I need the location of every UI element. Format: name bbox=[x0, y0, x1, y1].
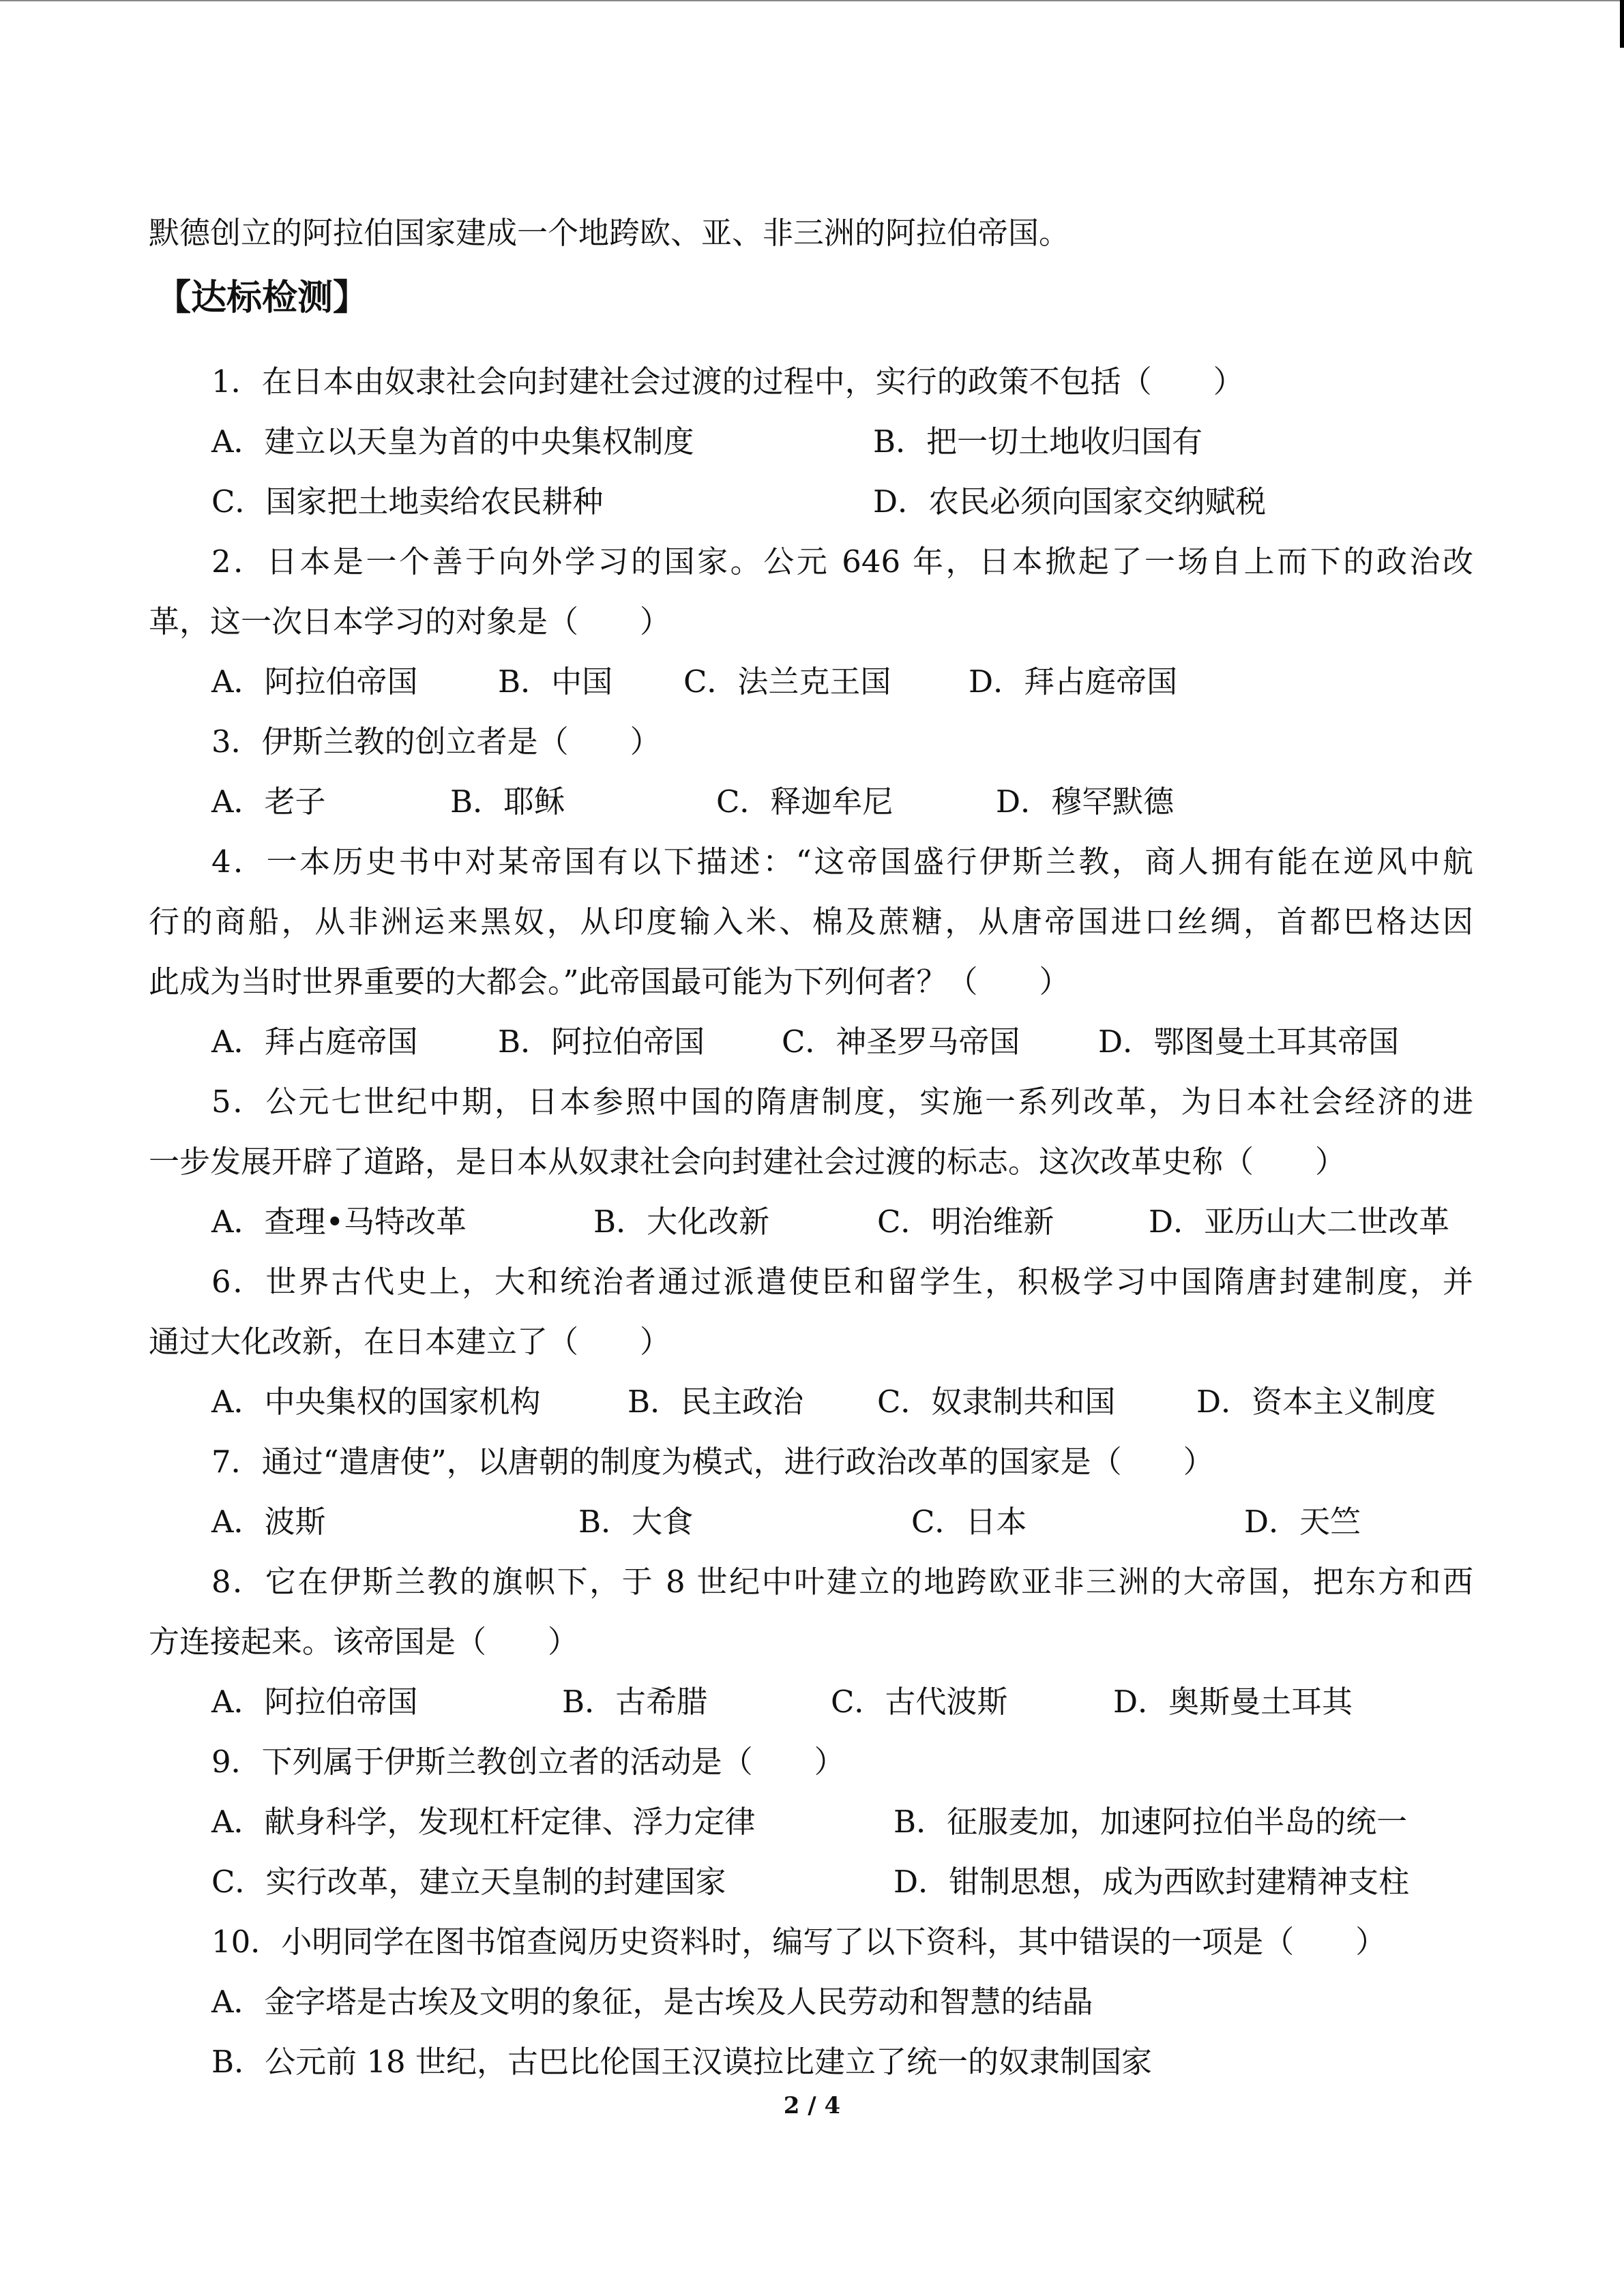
q4-option-b[interactable]: B．阿拉伯帝国 bbox=[498, 1024, 705, 1060]
q8-stem-line2: 方连接起来。该帝国是（ ） bbox=[149, 1624, 579, 1660]
q9-stem: 9．下列属于伊斯兰教创立者的活动是（ ） bbox=[211, 1744, 845, 1780]
q8-option-d[interactable]: D．奥斯曼土耳其 bbox=[1113, 1684, 1353, 1720]
q6-stem-line1: 6．世界古代史上，大和统治者通过派遣使臣和留学生，积极学习中国隋唐封建制度，并 bbox=[211, 1264, 1473, 1300]
q1-option-c[interactable]: C．国家把土地卖给农民耕种 bbox=[211, 483, 604, 520]
q5-stem-line2: 一步发展开辟了道路，是日本从奴隶社会向封建社会过渡的标志。这次改革史称（ ） bbox=[149, 1144, 1346, 1180]
q1-option-a[interactable]: A．建立以天皇为首的中央集权制度 bbox=[211, 423, 694, 460]
q1-options-row1 bbox=[211, 421, 1473, 462]
q2-option-a[interactable]: A．阿拉伯帝国 bbox=[211, 664, 418, 700]
q9-options-row2 bbox=[211, 1862, 1473, 1903]
q5-option-c[interactable]: C．明治维新 bbox=[877, 1204, 1054, 1240]
q2-option-d[interactable]: D．拜占庭帝国 bbox=[969, 664, 1178, 700]
q3-options bbox=[211, 781, 1473, 822]
q4-options bbox=[211, 1022, 1473, 1062]
q3-stem: 3．伊斯兰教的创立者是（ ） bbox=[211, 724, 661, 760]
q6-option-a[interactable]: A．中央集权的国家机构 bbox=[211, 1384, 541, 1420]
q10-option-a[interactable]: A．金字塔是古埃及文明的象征，是古埃及人民劳动和智慧的结晶 bbox=[211, 1984, 1093, 2020]
q7-options bbox=[211, 1502, 1473, 1542]
q4-option-a[interactable]: A．拜占庭帝国 bbox=[211, 1024, 418, 1060]
q7-stem: 7．通过“遣唐使”，以唐朝的制度为模式，进行政治改革的国家是（ ） bbox=[211, 1444, 1214, 1480]
q3-option-a[interactable]: A．老子 bbox=[211, 784, 326, 820]
q10-stem: 10．小明同学在图书馆查阅历史资料时，编写了以下资科，其中错误的一项是（ ） bbox=[211, 1924, 1387, 1960]
q1-option-d[interactable]: D．农民必须向国家交纳赋税 bbox=[873, 483, 1267, 520]
q8-option-b[interactable]: B．古希腊 bbox=[562, 1684, 708, 1720]
q7-option-d[interactable]: D．天竺 bbox=[1244, 1504, 1361, 1540]
q7-option-a[interactable]: A．波斯 bbox=[211, 1504, 326, 1540]
q3-option-d[interactable]: D．穆罕默德 bbox=[996, 784, 1175, 820]
q1-options-row2 bbox=[211, 481, 1473, 522]
q6-stem-line2: 通过大化改新，在日本建立了（ ） bbox=[149, 1324, 671, 1360]
intro-tail: 默德创立的阿拉伯国家建成一个地跨欧、亚、非三洲的阿拉伯帝国。 bbox=[149, 215, 1070, 251]
q2-option-b[interactable]: B．中国 bbox=[498, 664, 613, 700]
q8-option-a[interactable]: A．阿拉伯帝国 bbox=[211, 1684, 418, 1720]
q5-option-b[interactable]: B．大化改新 bbox=[593, 1204, 770, 1240]
q4-option-d[interactable]: D．鄂图曼土耳其帝国 bbox=[1098, 1024, 1400, 1060]
section-heading: 【达标检测】 bbox=[156, 278, 369, 318]
q6-options bbox=[211, 1382, 1473, 1422]
page-corner-mark bbox=[1620, 0, 1624, 48]
q5-options bbox=[211, 1202, 1473, 1242]
page-number: 2 / 4 bbox=[783, 2092, 841, 2119]
q6-option-d[interactable]: D．资本主义制度 bbox=[1196, 1384, 1436, 1420]
q5-stem-line1: 5．公元七世纪中期，日本参照中国的隋唐制度，实施一系列改革，为日本社会经济的进 bbox=[211, 1084, 1473, 1120]
q2-options bbox=[211, 661, 1473, 702]
q4-option-c[interactable]: C．神圣罗马帝国 bbox=[782, 1024, 1020, 1060]
q9-option-d[interactable]: D．钳制思想，成为西欧封建精神支柱 bbox=[894, 1864, 1410, 1900]
q5-option-a[interactable]: A．查理•马特改革 bbox=[211, 1204, 467, 1240]
q8-option-c[interactable]: C．古代波斯 bbox=[831, 1684, 1008, 1720]
q7-option-b[interactable]: B．大食 bbox=[578, 1504, 694, 1540]
q6-option-b[interactable]: B．民主政治 bbox=[628, 1384, 804, 1420]
q7-option-c[interactable]: C．日本 bbox=[911, 1504, 1027, 1540]
q8-options bbox=[211, 1682, 1473, 1723]
q2-stem-line2: 革，这一次日本学习的对象是（ ） bbox=[149, 603, 671, 640]
q3-option-c[interactable]: C．释迦牟尼 bbox=[716, 784, 894, 820]
q5-option-d[interactable]: D．亚历山大二世改革 bbox=[1149, 1204, 1450, 1240]
q2-option-c[interactable]: C．法兰克王国 bbox=[683, 664, 891, 700]
q9-options-row1 bbox=[211, 1802, 1473, 1843]
q10-option-b[interactable]: B．公元前 18 世纪，古巴比伦国王汉谟拉比建立了统一的奴隶制国家 bbox=[211, 2044, 1152, 2080]
q8-stem-line1: 8．它在伊斯兰教的旗帜下，于 8 世纪中叶建立的地跨欧亚非三洲的大帝国，把东方和西 bbox=[211, 1564, 1473, 1600]
q4-stem-line3: 此成为当时世界重要的大都会。”此帝国最可能为下列何者？（ ） bbox=[149, 964, 1070, 1000]
q1-stem: 1．在日本由奴隶社会向封建社会过渡的过程中，实行的政策不包括（ ） bbox=[211, 363, 1244, 400]
q4-stem-line2: 行的商船，从非洲运来黑奴，从印度输入米、棉及蔗糖，从唐帝国进口丝绸，首都巴格达因 bbox=[149, 904, 1473, 940]
q9-option-a[interactable]: A．献身科学，发现杠杆定律、浮力定律 bbox=[211, 1804, 756, 1840]
q6-option-c[interactable]: C．奴隶制共和国 bbox=[877, 1384, 1116, 1420]
q3-option-b[interactable]: B．耶稣 bbox=[450, 784, 565, 820]
q9-option-c[interactable]: C．实行改革，建立天皇制的封建国家 bbox=[211, 1864, 726, 1900]
q1-option-b[interactable]: B．把一切土地收归国有 bbox=[873, 423, 1203, 460]
q2-stem-line1: 2．日本是一个善于向外学习的国家。公元 646 年，日本掀起了一场自上而下的政治改 bbox=[211, 543, 1473, 580]
page-top-edge bbox=[0, 0, 1624, 1]
q9-option-b[interactable]: B．征服麦加，加速阿拉伯半岛的统一 bbox=[894, 1804, 1408, 1840]
q4-stem-line1: 4．一本历史书中对某帝国有以下描述：“这帝国盛行伊斯兰教，商人拥有能在逆风中航 bbox=[211, 844, 1473, 880]
